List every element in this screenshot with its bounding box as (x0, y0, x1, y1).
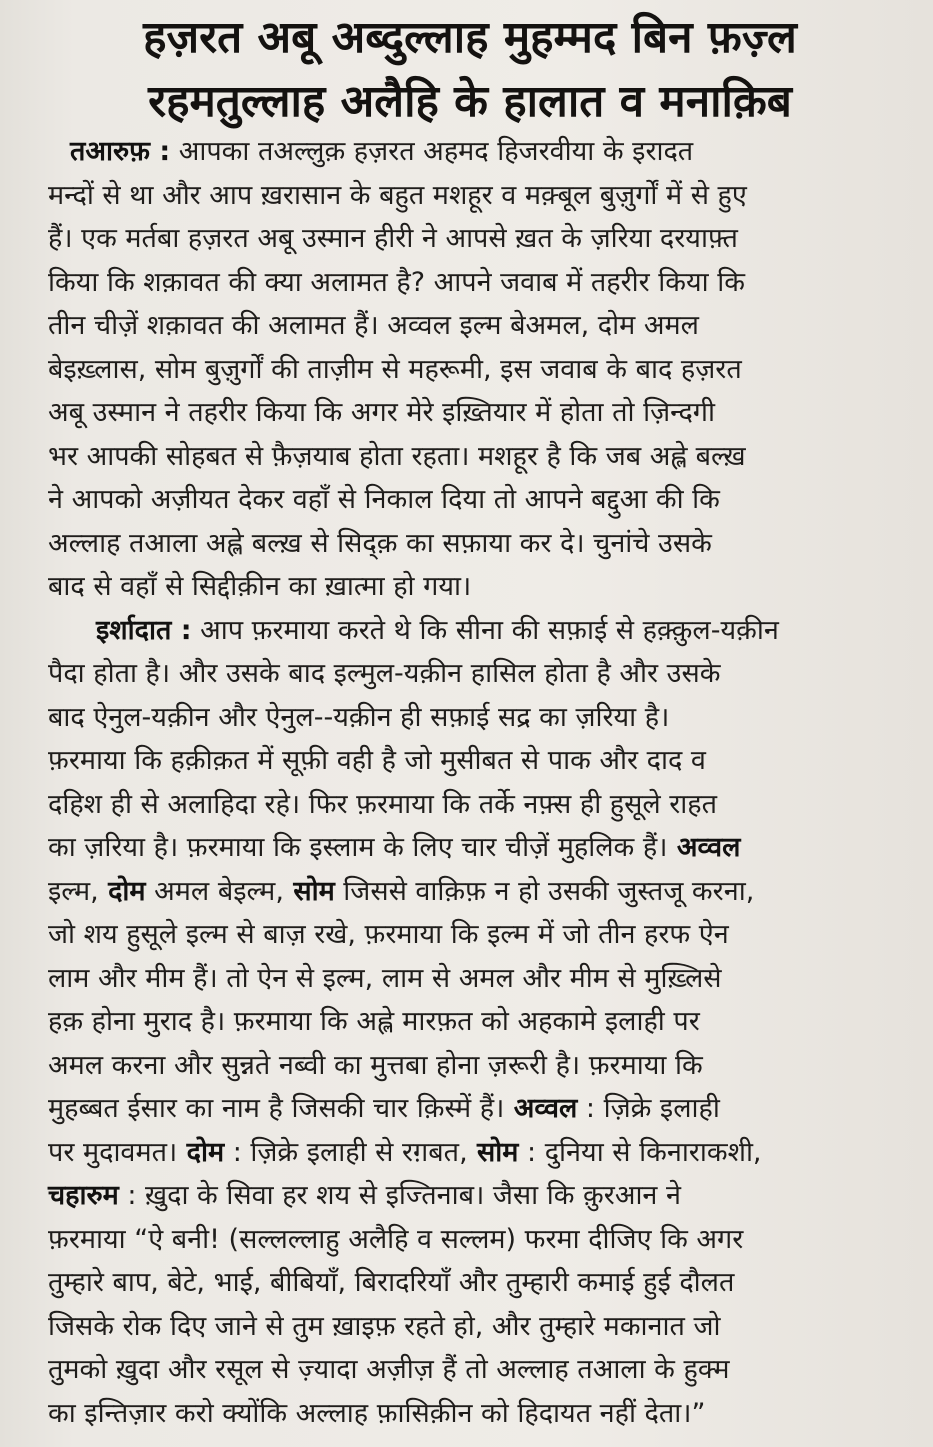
text-line (48, 652, 906, 696)
line-text: का इन्तिज़ार करो क्योंकि अल्लाह फ़ासिक़ीन को हिदायत नहीं देता।” (48, 1398, 706, 1429)
text-line (48, 522, 906, 566)
line-text: : ज़िक्रे इलाही से रग़बत, (224, 1136, 468, 1168)
text-line (48, 1044, 906, 1088)
line-text: लाम और मीम हैं। तो ऐन से इल्म, लाम से अमल और मीम से मुख़्लिसे (48, 962, 722, 994)
line-text: किया कि शक़ावत की क्या अलामत है? आपने जवाब में तहरीर किया कि (48, 266, 745, 298)
page-title-line-1: हज़रत अबू अब्दुल्लाह मुहम्मद बिन फ़ज़्ल (143, 12, 797, 63)
bold-term: अव्वल (504, 1093, 578, 1125)
page-title-line-2: रहमतुल्लाह अलैहि के हालात व मनाक़िब (148, 76, 792, 127)
text-line (48, 826, 912, 870)
line-text: तुमको ख़ुदा और रसूल से ज़्यादा अज़ीज़ हैं तो अल्लाह तआला के हुक्म (48, 1354, 730, 1386)
bold-term: चहारुम (48, 1180, 119, 1212)
line-text: पर मुदावमत। (48, 1136, 178, 1168)
line-text: ने आपको अज़ीयत देकर वहाँ से निकाल दिया तो आपने बद्दुआ की कि (48, 484, 720, 516)
text-line (48, 391, 906, 435)
line-text: अल्लाह तआला अह्ले बल्ख़ से सिद्क़ का सफ़ाया कर दे। चुनांचे उसके (48, 527, 712, 559)
bold-term: तआरुफ़ : (70, 136, 171, 167)
line-text: इल्म, (48, 875, 99, 907)
line-text: जो शय हुसूले इल्म से बाज़ रखे, फ़रमाया कि इल्म में जो तीन हरफ ऐन (48, 919, 729, 951)
line-text: हैं। एक मर्तबा हज़रत अबू उस्मान हीरी ने आपसे ख़त के ज़रिया दरयाफ़्त (48, 223, 738, 255)
text-line (48, 1305, 906, 1349)
text-line (48, 1348, 906, 1392)
text-line (48, 957, 906, 1001)
text-line (96, 609, 906, 653)
text-line (48, 1261, 906, 1305)
text-line (48, 1131, 916, 1175)
line-text: अबू उस्मान ने तहरीर किया कि अगर मेरे इख़्तियार में होता तो ज़िन्दगी (48, 397, 715, 429)
text-line (48, 217, 906, 261)
line-text: तीन चीज़ें शक़ावत की अलामत हैं। अव्वल इल्म बेअमल, दोम अमल (48, 310, 699, 342)
text-line (48, 696, 906, 740)
bold-term: सोम (283, 875, 335, 907)
line-text: अमल बेइल्म, (145, 875, 284, 907)
line-text: मन्दों से था और आप ख़रासान के बहुत मशहूर व मक़्बूल बुज़ुर्गों में से हुए (48, 179, 747, 211)
line-text: भर आपकी सोहबत से फ़ैज़याब होता रहता। मशहूर है कि जब अह्ले बल्ख़ (48, 440, 746, 472)
line-text: आपका तअल्लुक़ हज़रत अहमद हिजरवीया के इरादत (170, 136, 694, 167)
line-text: हक़ होना मुराद है। फ़रमाया कि अह्ले मारफ़त को अहकामे इलाही पर (48, 1006, 700, 1038)
line-text: : ख़ुदा के सिवा हर शय से इज्तिनाब। जैसा कि क़ुरआन ने (118, 1180, 681, 1212)
text-line (48, 261, 906, 305)
text-line (48, 913, 906, 957)
text-line (48, 478, 906, 522)
bold-term: सोम (467, 1136, 519, 1168)
bold-term: दोम (177, 1136, 225, 1168)
text-line (48, 1174, 906, 1218)
line-text: तुम्हारे बाप, बेटे, भाई, बीबियाँ, बिरादरियाँ और तुम्हारी कमाई हुई दौलत (48, 1267, 735, 1299)
line-text: : ज़िक्रे इलाही (577, 1093, 720, 1125)
text-line (48, 1000, 906, 1044)
line-text: : दुनिया से किनाराकशी, (518, 1136, 762, 1168)
line-text: फ़रमाया कि हक़ीक़त में सूफ़ी वही है जो मुसीबत से पाक और दाद व (48, 745, 706, 777)
bold-term: अव्वल (667, 832, 741, 864)
text-line (48, 1218, 906, 1262)
line-text: पैदा होता है। और उसके बाद इल्मुल-यक़ीन हासिल होता है और उसके (48, 658, 721, 690)
line-text: जिससे वाक़िफ़ न हो उसकी जुस्तजू करना, (334, 875, 755, 907)
bold-term: दोम (98, 875, 146, 907)
line-text: मुहब्बत ईसार का नाम है जिसकी चार क़िस्में हैं। (48, 1093, 505, 1125)
text-line (70, 130, 902, 174)
text-line (48, 1392, 906, 1436)
text-line (48, 565, 608, 609)
line-text: दहिश ही से अलाहिदा रहे। फिर फ़रमाया कि तर्के नफ़्स ही हुसूले राहत (48, 788, 718, 820)
text-line (48, 304, 906, 348)
line-text: बेइख़्लास, सोम बुज़ुर्गों की ताज़ीम से महरूमी, इस जवाब के बाद हज़रत (48, 353, 742, 385)
line-text: अमल करना और सुन्नते नब्वी का मुत्तबा होना ज़रूरी है। फ़रमाया कि (48, 1049, 703, 1081)
text-line (48, 783, 906, 827)
text-line (48, 174, 906, 218)
bold-term: इर्शादात : (96, 614, 192, 646)
line-text: आप फ़रमाया करते थे कि सीना की सफ़ाई से हक़्क़ुल-यक़ीन (191, 614, 779, 646)
text-line (48, 1087, 916, 1131)
line-text: बाद से वहाँ से सिद्दीक़ीन का ख़ात्मा हो गया। (48, 571, 472, 603)
line-text: जिसके रोक दिए जाने से तुम ख़ाइफ़ रहते हो, और तुम्हारे मकानात जो (48, 1310, 721, 1342)
line-text: फ़रमाया “ऐ बनी! (सल्लल्लाहु अलैहि व सल्लम) फरमा दीजिए कि अगर (48, 1223, 744, 1255)
line-text: का ज़रिया है। फ़रमाया कि इस्लाम के लिए चार चीज़ें मुहलिक हैं। (48, 832, 668, 864)
line-text: बाद ऐनुल-यक़ीन और ऐनुल--यक़ीन ही सफ़ाई सद्र का ज़रिया है। (48, 701, 670, 733)
text-line (48, 435, 906, 479)
text-line (48, 870, 912, 914)
text-line (48, 739, 906, 783)
text-line (48, 348, 906, 392)
